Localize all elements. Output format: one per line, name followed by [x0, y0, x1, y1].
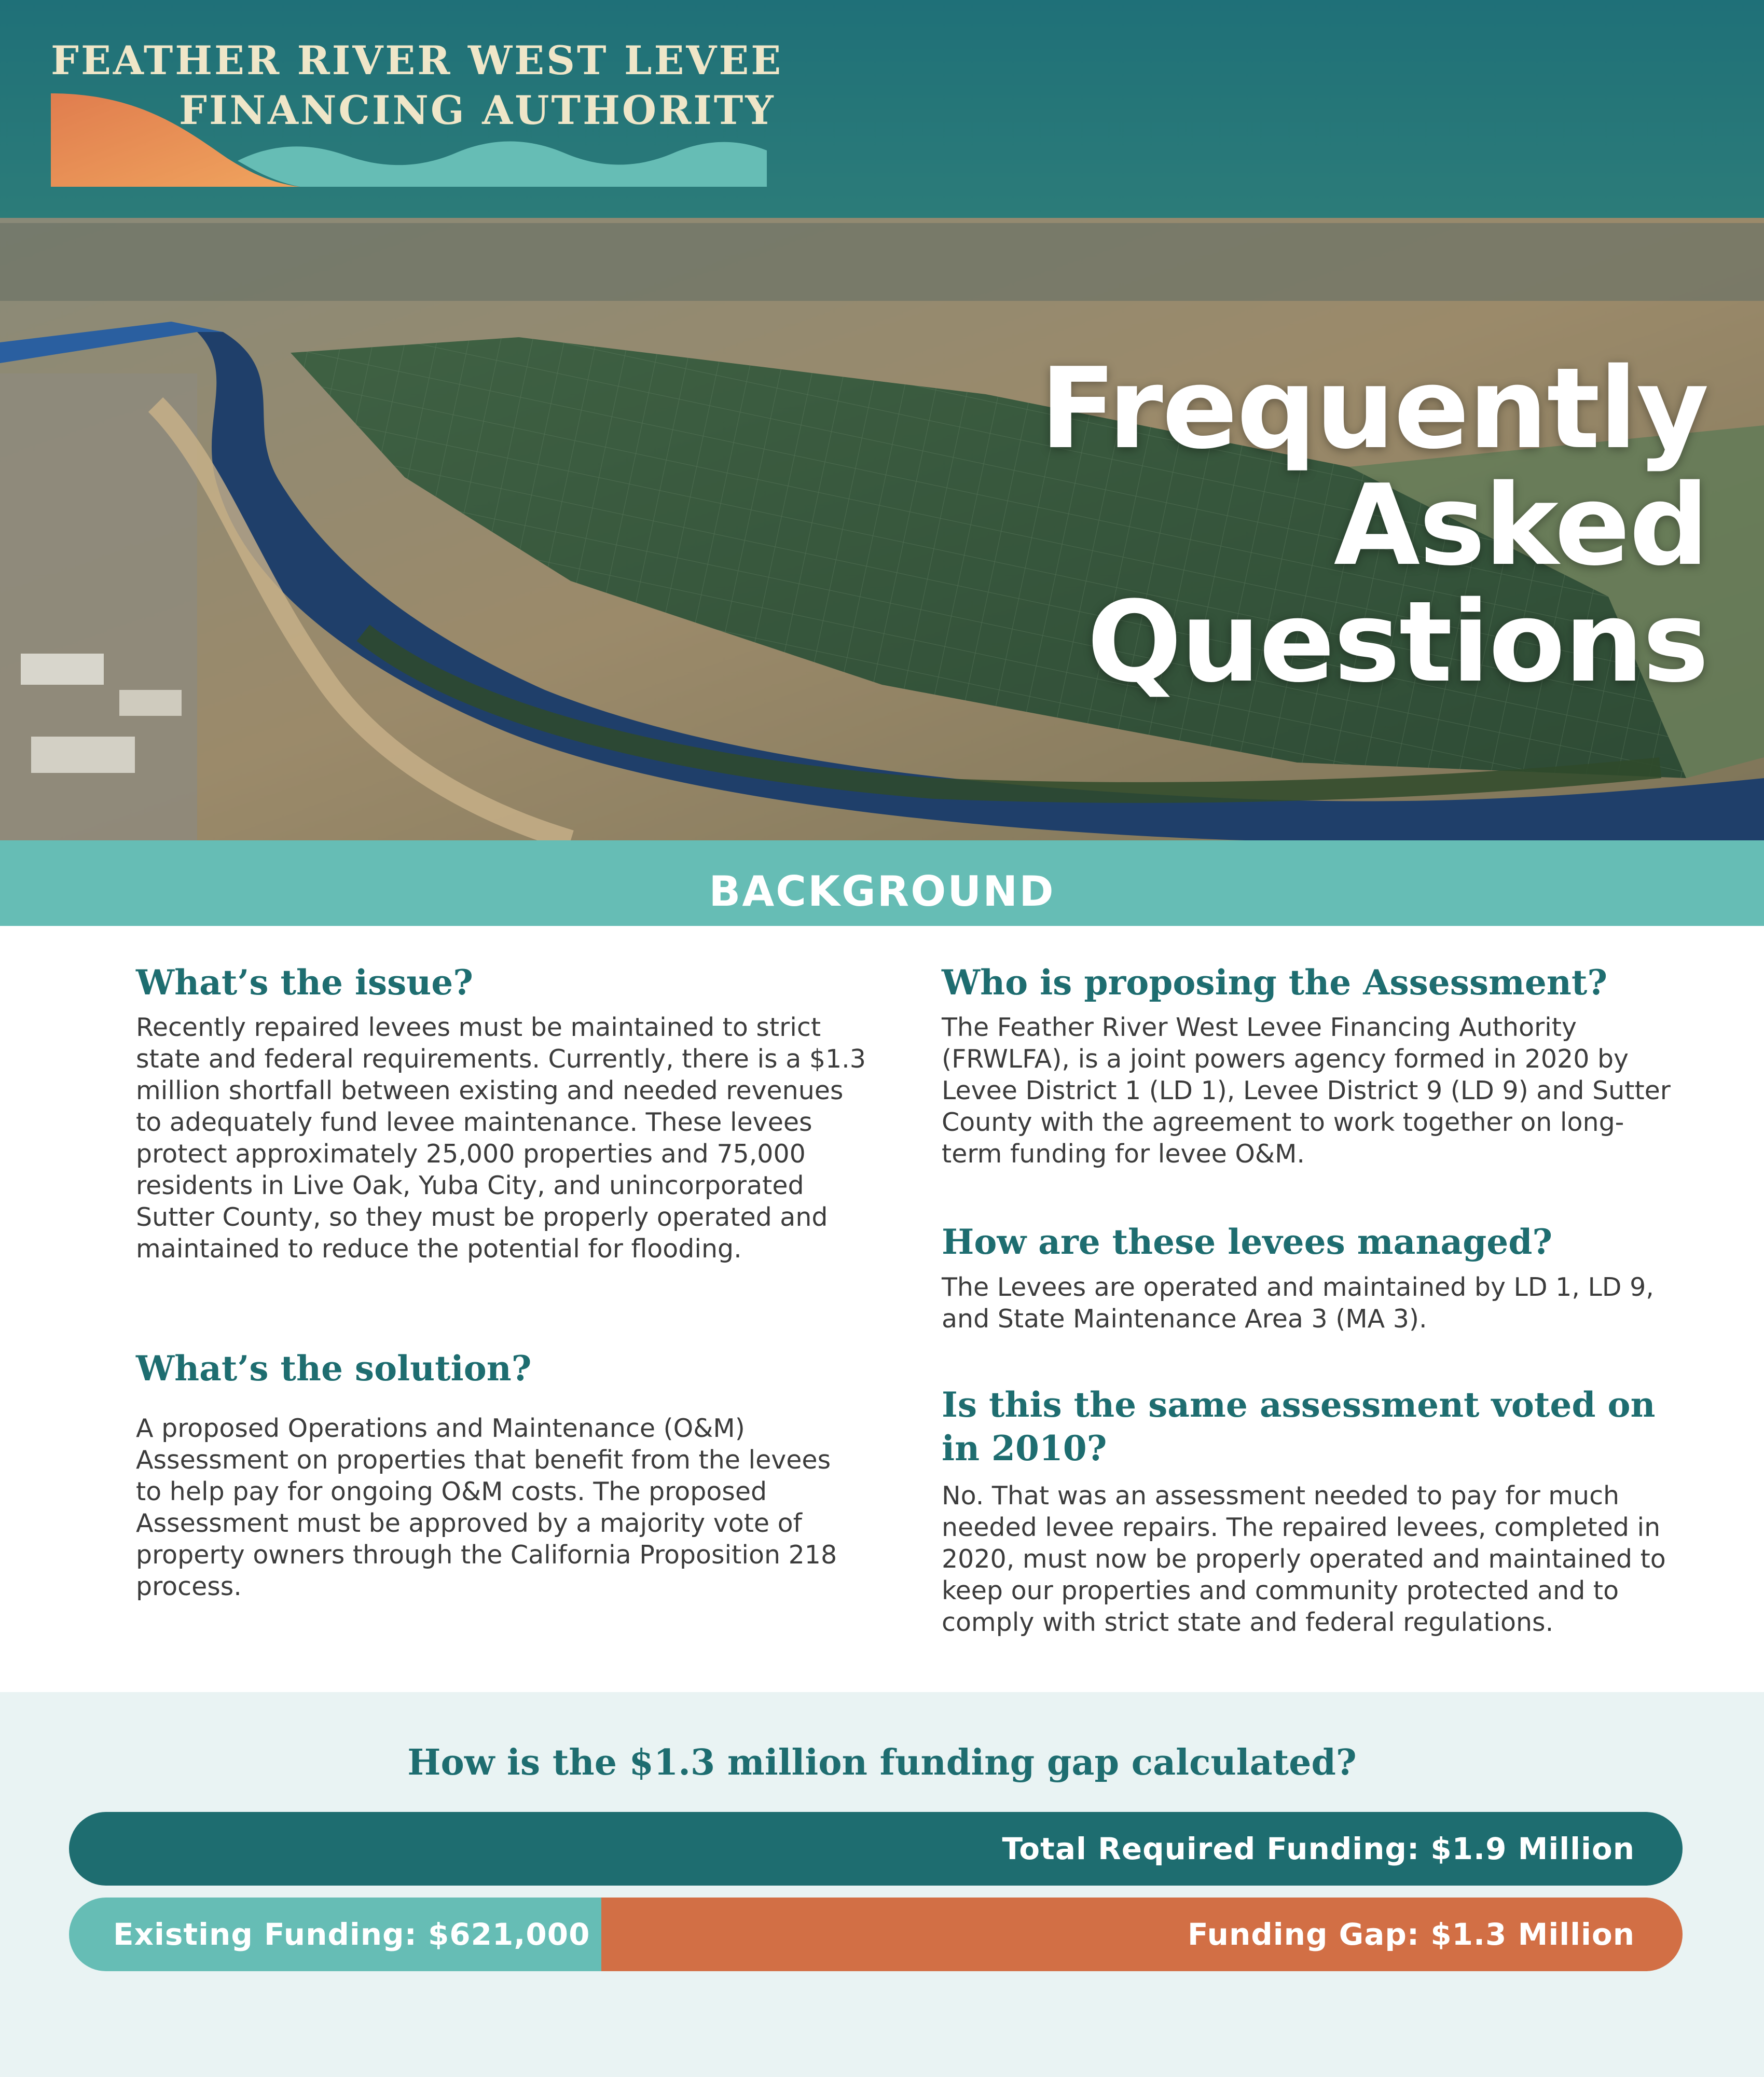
faq-answer-issue: Recently repaired levees must be maintained to strict state and federal requirements. Currently, there is a $1.3 million shortfall between existing and needed revenues to adequately fund levee maintenance. These levees protect approximately 25,000 properties and 75,000 residents in Live Oak, Yuba City, and unincorporated Sutter County, so they must be properly operated and maintained to reduce the potential for flooding.	[136, 1013, 866, 1264]
existing-funding-bar	[69, 1898, 601, 1971]
funding-gap-bar	[601, 1898, 1683, 1971]
existing-funding-label: Existing Funding: $621,000	[113, 1917, 590, 1952]
page-title-line-2: Asked	[1333, 460, 1708, 590]
org-name-line-1: FEATHER RIVER WEST LEVEE	[51, 37, 783, 84]
faq-question-proposing: Who is proposing the Assessment?	[942, 962, 1608, 1003]
faq-answer-proposing: The Feather River West Levee Financing Authority (FRWLFA), is a joint powers agency formed in 2020 by Levee District 1 (LD 1), Levee District 9 (LD 9) and Sutter County with the agreement to work together on long-term funding for levee O&M.	[942, 1013, 1671, 1169]
faq-answer-managed: The Levees are operated and maintained by LD 1, LD 9, and State Maintenance Area 3 (MA 3).	[942, 1272, 1654, 1334]
faq-question-same-assessment: Is this the same assessment voted on in 2010?	[942, 1384, 1656, 1469]
levee-wave-logo-icon	[51, 93, 772, 189]
page-title-line-1: Frequently	[1040, 343, 1708, 474]
hero-banner	[0, 0, 1764, 840]
total-funding-bar	[69, 1812, 1683, 1886]
funding-gap-label: Funding Gap: $1.3 Million	[1187, 1917, 1635, 1952]
faq-answer-same-assessment: No. That was an assessment needed to pay for much needed levee repairs. The repaired levees, completed in 2020, must now be properly operated and maintained to keep our properties and community protected and to comply with strict state and federal regulations.	[942, 1481, 1666, 1637]
funding-gap-title: How is the $1.3 million funding gap calculated?	[407, 1742, 1357, 1783]
faq-question-solution: What’s the solution?	[136, 1348, 532, 1389]
background-heading: BACKGROUND	[709, 867, 1055, 916]
faq-question-issue: What’s the issue?	[136, 962, 473, 1003]
faq-answer-solution: A proposed Operations and Maintenance (O&M) Assessment on properties that benefit from the levees to help pay for ongoing O&M costs. The proposed Assessment must be approved by a majority vote of property owners through the California Proposition 218 process.	[136, 1414, 837, 1601]
faq-question-managed: How are these levees managed?	[942, 1222, 1553, 1262]
org-name-line-2: FINANCING AUTHORITY	[179, 87, 776, 133]
page-title-line-3: Questions	[1087, 577, 1708, 707]
total-funding-label: Total Required Funding: $1.9 Million	[1002, 1831, 1635, 1866]
